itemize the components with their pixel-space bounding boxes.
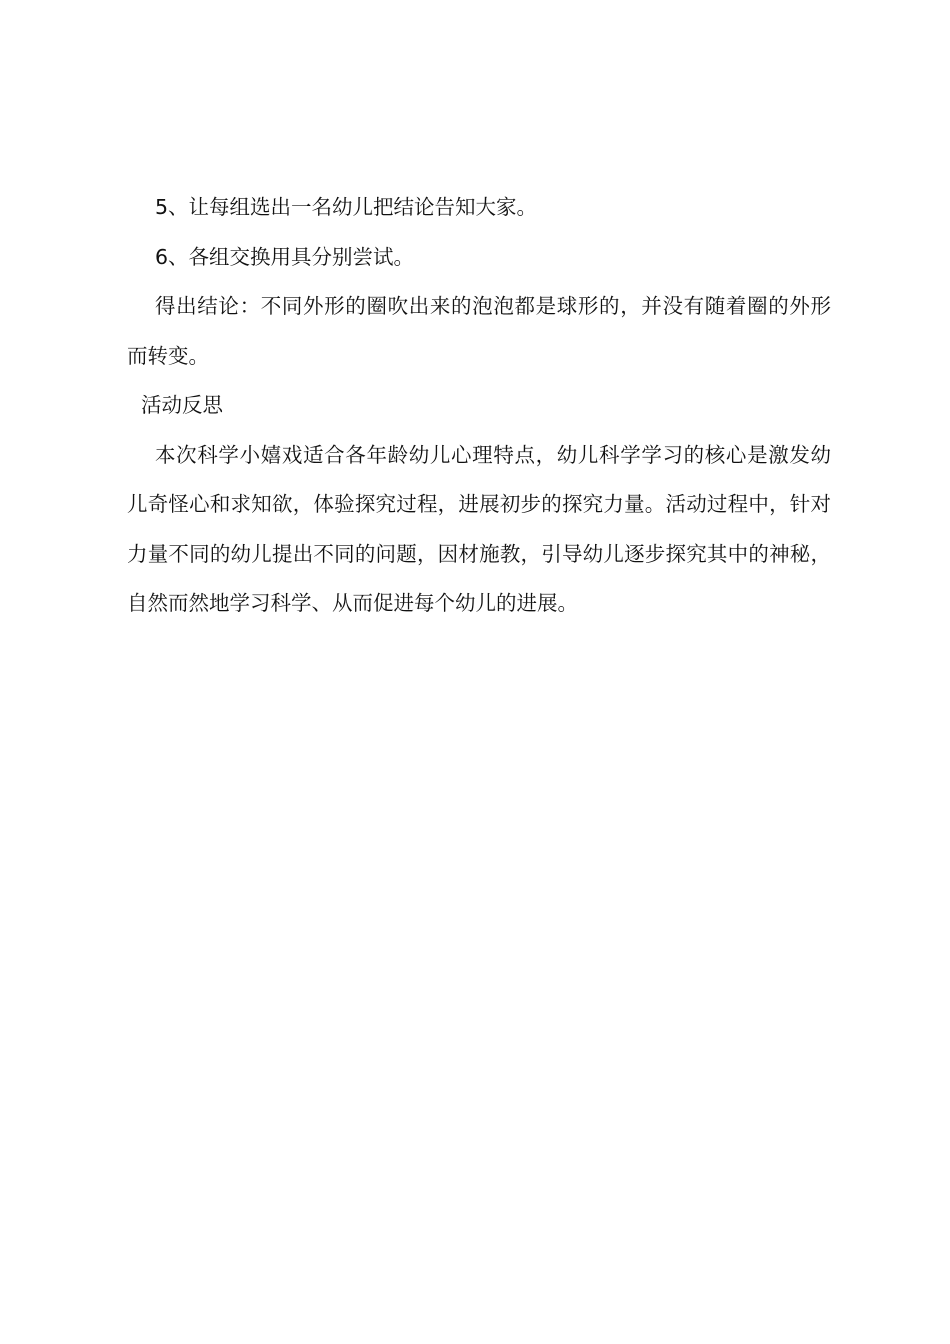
step-6-paragraph: 6、各组交换用具分别尝试。 — [155, 244, 415, 269]
step-5-paragraph: 5、让每组选出一名幼儿把结论告知大家。 — [155, 195, 538, 219]
reflection-paragraph: 本次科学小嬉戏适合各年龄幼儿心理特点，幼儿科学学习的核心是激发幼儿奇怪心和求知欲，体验探究过程，进展初步的探究力量。活动过程中，针对力量不同的幼儿提出不同的问题，因材施教，引导幼儿逐步探究其中的神秘，自然而然地学习科学、从而促进每个幼儿的进展。 — [127, 442, 831, 615]
reflection-heading: 活动反思 — [141, 393, 223, 417]
conclusion-paragraph: 得出结论：不同外形的圈吹出来的泡泡都是球形的，并没有随着圈的外形而转变。 — [127, 294, 831, 368]
document-body — [127, 183, 831, 629]
